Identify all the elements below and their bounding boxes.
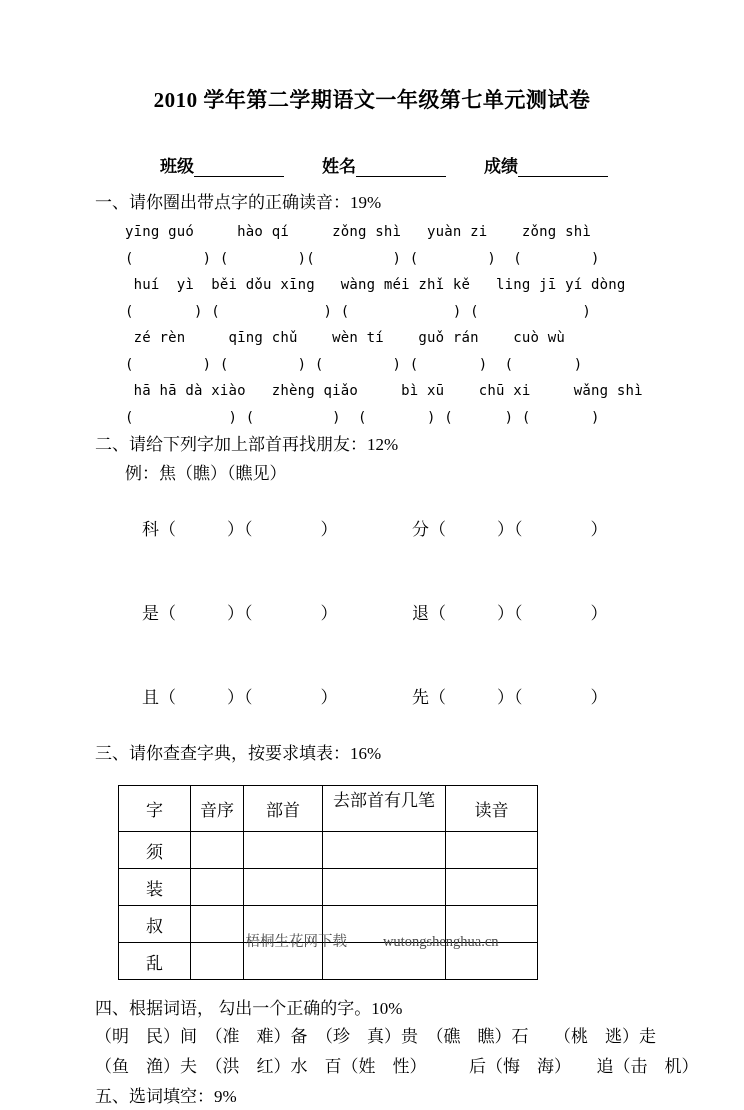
answer-brackets-line[interactable]: ( ) ( ) ( ) ( ) ( ) <box>125 409 600 426</box>
answer-brackets-line[interactable]: ( ) ( )( ) ( ) ( ) <box>125 250 600 267</box>
table-answer-cell[interactable] <box>191 869 244 906</box>
table-char-cell: 装 <box>119 869 191 906</box>
name-label: 姓名 <box>322 157 356 176</box>
section3-heading: 三、请你查查字典，按要求填表：16% <box>95 744 382 763</box>
class-answer-line[interactable] <box>194 158 284 177</box>
footer-site-url: wutongshenghua.cn <box>382 934 499 950</box>
character-answer-left[interactable]: 且（ ）（ ） <box>142 688 338 707</box>
radical-exercise-row <box>125 572 744 656</box>
table-char-cell: 乱 <box>119 943 191 980</box>
character-answer-right[interactable]: 先（ ）（ ） <box>412 688 608 707</box>
table-answer-cell[interactable] <box>323 869 446 906</box>
section1-heading: 一、请你圈出带点字的正确读音：19% <box>95 193 382 212</box>
table-answer-cell[interactable] <box>323 832 446 869</box>
score-field-group <box>484 152 608 177</box>
table-answer-cell[interactable] <box>244 832 323 869</box>
pinyin-exercise-block <box>125 219 744 431</box>
table-row <box>119 869 538 906</box>
table-char-cell: 须 <box>119 832 191 869</box>
table-header-cell: 部首 <box>244 786 323 832</box>
table-answer-cell[interactable] <box>446 869 538 906</box>
table-answer-cell[interactable] <box>446 832 538 869</box>
table-char-cell: 叔 <box>119 906 191 943</box>
character-answer-left[interactable]: 科（ ）（ ） <box>142 520 338 539</box>
pinyin-line: huí yì běi dǒu xīng wàng méi zhǐ kě ling jī yí dòng <box>125 277 626 293</box>
table-answer-cell[interactable] <box>244 869 323 906</box>
pinyin-line: hā hā dà xiào zhèng qiǎo bì xū chū xi wǎng shì <box>125 383 643 399</box>
answer-brackets-line[interactable]: ( ) ( ) ( ) ( ) <box>125 303 591 320</box>
radical-exercise-row <box>125 488 744 572</box>
section5-heading: 五、选词填空：9% <box>95 1087 237 1106</box>
table-answer-cell[interactable] <box>191 832 244 869</box>
character-answer-right[interactable]: 退（ ）（ ） <box>412 604 608 623</box>
page-title: 2010 学年第二学期语文一年级第七单元测试卷 <box>153 88 591 112</box>
table-header-row <box>119 786 538 832</box>
radical-exercise-row <box>125 656 744 740</box>
footer-site-name: 梧桐生花网下载 <box>245 934 347 950</box>
class-label: 班级 <box>160 157 194 176</box>
name-answer-line[interactable] <box>356 158 446 177</box>
pinyin-line: zé rèn qīng chǔ wèn tí guǒ rán cuò wù <box>125 330 566 346</box>
section2-example: 例：焦（瞧）（瞧见） <box>125 464 287 483</box>
section2-heading: 二、请给下列字加上部首再找朋友：12% <box>95 435 399 454</box>
table-header-cell: 字 <box>119 786 191 832</box>
character-answer-left[interactable]: 是（ ）（ ） <box>142 604 338 623</box>
character-answer-right[interactable]: 分（ ）（ ） <box>412 520 608 539</box>
pinyin-line: yīng guó hào qí zǒng shì yuàn zi zǒng shì <box>125 224 591 240</box>
word-choice-line[interactable]: （鱼 渔）夫 （洪 红）水 百（姓 性） 后（悔 海） 追（击 机） <box>95 1057 699 1076</box>
class-field-group <box>160 152 284 177</box>
word-choice-line[interactable]: （明 民）间 （准 难）备 （珍 真）贵 （礁 瞧）石 （桃 逃）走 <box>95 1027 656 1046</box>
score-answer-line[interactable] <box>518 158 608 177</box>
answer-brackets-line[interactable]: ( ) ( ) ( ) ( ) ( ) <box>125 356 583 373</box>
name-field-group <box>322 152 446 177</box>
score-label: 成绩 <box>484 157 518 176</box>
table-header-cell: 读音 <box>446 786 538 832</box>
section4-heading: 四、根据词语， 勾出一个正确的字。10% <box>95 999 403 1018</box>
footer <box>0 930 744 951</box>
student-info-form <box>160 152 744 177</box>
table-header-cell: 去部首有几笔 <box>323 786 446 832</box>
table-header-cell: 音序 <box>191 786 244 832</box>
table-row <box>119 832 538 869</box>
